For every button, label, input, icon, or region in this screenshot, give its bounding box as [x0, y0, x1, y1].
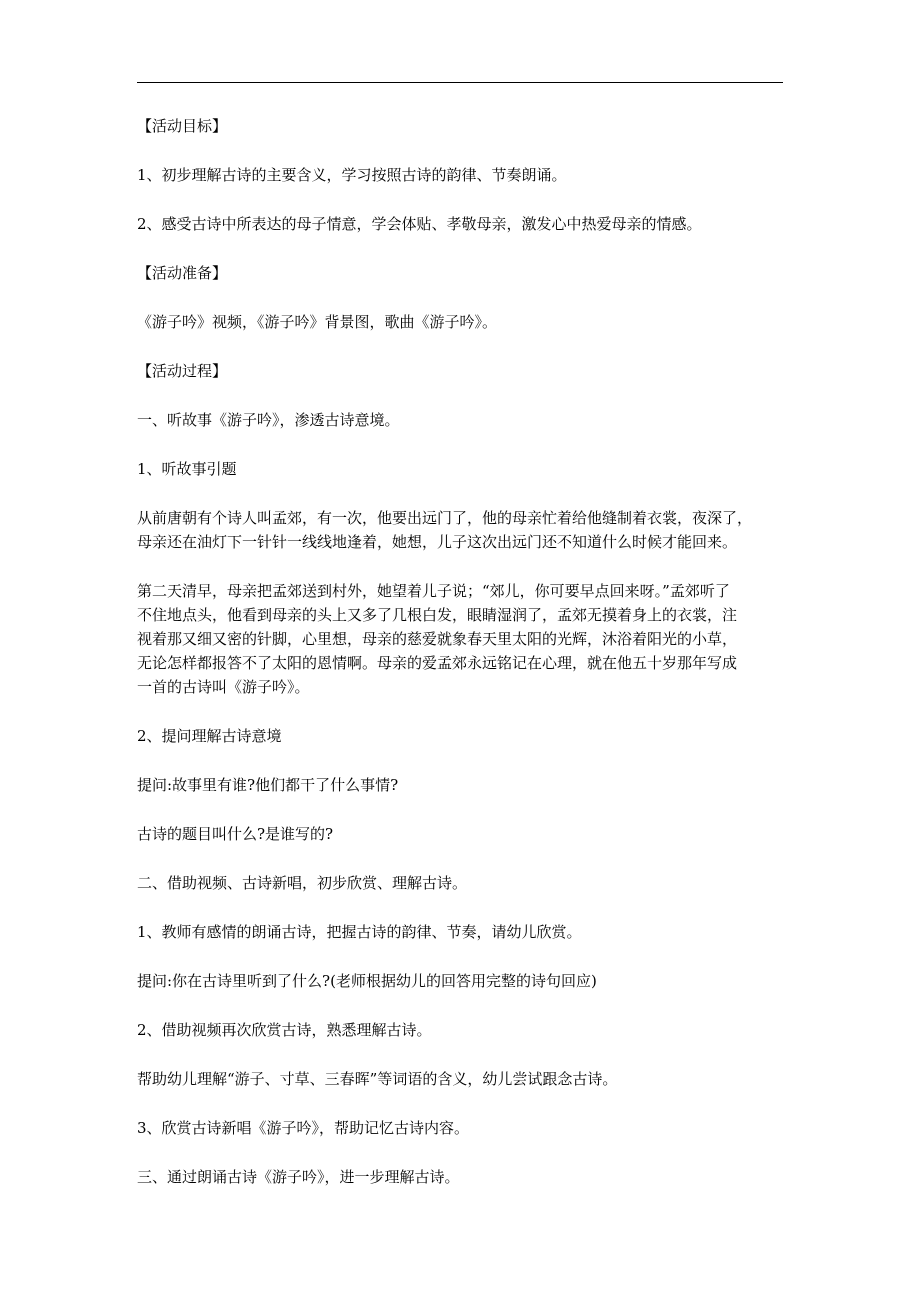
question-3: 提问:你在古诗里听到了什么?(老师根据幼儿的回答用完整的诗句回应)	[137, 972, 597, 990]
step-2-item-1: 1、教师有感情的朗诵古诗，把握古诗的韵律、节奏，请幼儿欣赏。	[137, 923, 582, 941]
section-heading-process: 【活动过程】	[137, 362, 228, 380]
goal-item-2: 2、感受古诗中所表达的母子情意，学会体贴、孝敬母亲，激发心中热爱母亲的情感。	[137, 215, 702, 233]
process-substep-1: 1、听故事引题	[137, 460, 237, 478]
process-substep-2: 2、提问理解古诗意境	[137, 727, 282, 745]
header-rule	[137, 82, 783, 83]
story-2-line-5: 一首的古诗叫《游子吟》。	[137, 678, 310, 696]
step-2-item-3: 3、欣赏古诗新唱《游子吟》，帮助记忆古诗内容。	[137, 1119, 470, 1137]
document-body	[137, 114, 797, 1214]
preparation-text: 《游子吟》视频，《游子吟》背景图，歌曲《游子吟》。	[137, 313, 498, 331]
step-2-item-2: 2、借助视频再次欣赏古诗，熟悉理解古诗。	[137, 1021, 432, 1039]
story-2-line-3: 视着那又细又密的针脚，心里想，母亲的慈爱就象春天里太阳的光辉，沐浴着阳光的小草，	[137, 630, 738, 648]
story-2-line-2: 不住地点头，他看到母亲的头上又多了几根白发，眼睛湿润了，孟郊无摸着身上的衣裳，注	[137, 606, 738, 624]
step-2-item-2-detail: 帮助幼儿理解“游子、寸草、三春晖”等词语的含义，幼儿尝试跟念古诗。	[137, 1070, 618, 1088]
goal-item-1: 1、初步理解古诗的主要含义，学习按照古诗的韵律、节奏朗诵。	[137, 166, 567, 184]
section-heading-goals: 【活动目标】	[137, 117, 228, 135]
story-1-line-1: 从前唐朝有个诗人叫孟郊，有一次，他要出远门了，他的母亲忙着给他缝制着衣裳，夜深了，	[137, 509, 753, 527]
section-heading-preparation: 【活动准备】	[137, 264, 228, 282]
process-step-2: 二、借助视频、古诗新唱，初步欣赏、理解古诗。	[137, 874, 468, 892]
story-1-line-2: 母亲还在油灯下一针针一线线地逢着，她想，儿子这次出远门还不知道什么时候才能回来。	[137, 533, 738, 551]
process-step-1: 一、听故事《游子吟》，渗透古诗意境。	[137, 411, 400, 429]
story-2-line-4: 无论怎样都报答不了太阳的恩情啊。母亲的爱孟郊永远铭记在心理，就在他五十岁那年写成	[137, 654, 738, 672]
story-2-line-1: 第二天清早，母亲把孟郊送到村外，她望着儿子说；“郊儿，你可要早点回来呀。”孟郊听了	[137, 582, 730, 600]
question-2: 古诗的题目叫什么?是谁写的?	[137, 825, 334, 843]
question-1: 提问:故事里有谁?他们都干了什么事情?	[137, 776, 399, 794]
story-paragraph-1	[137, 506, 797, 554]
story-paragraph-2	[137, 579, 797, 699]
process-step-3: 三、通过朗诵古诗《游子吟》，进一步理解古诗。	[137, 1168, 460, 1186]
